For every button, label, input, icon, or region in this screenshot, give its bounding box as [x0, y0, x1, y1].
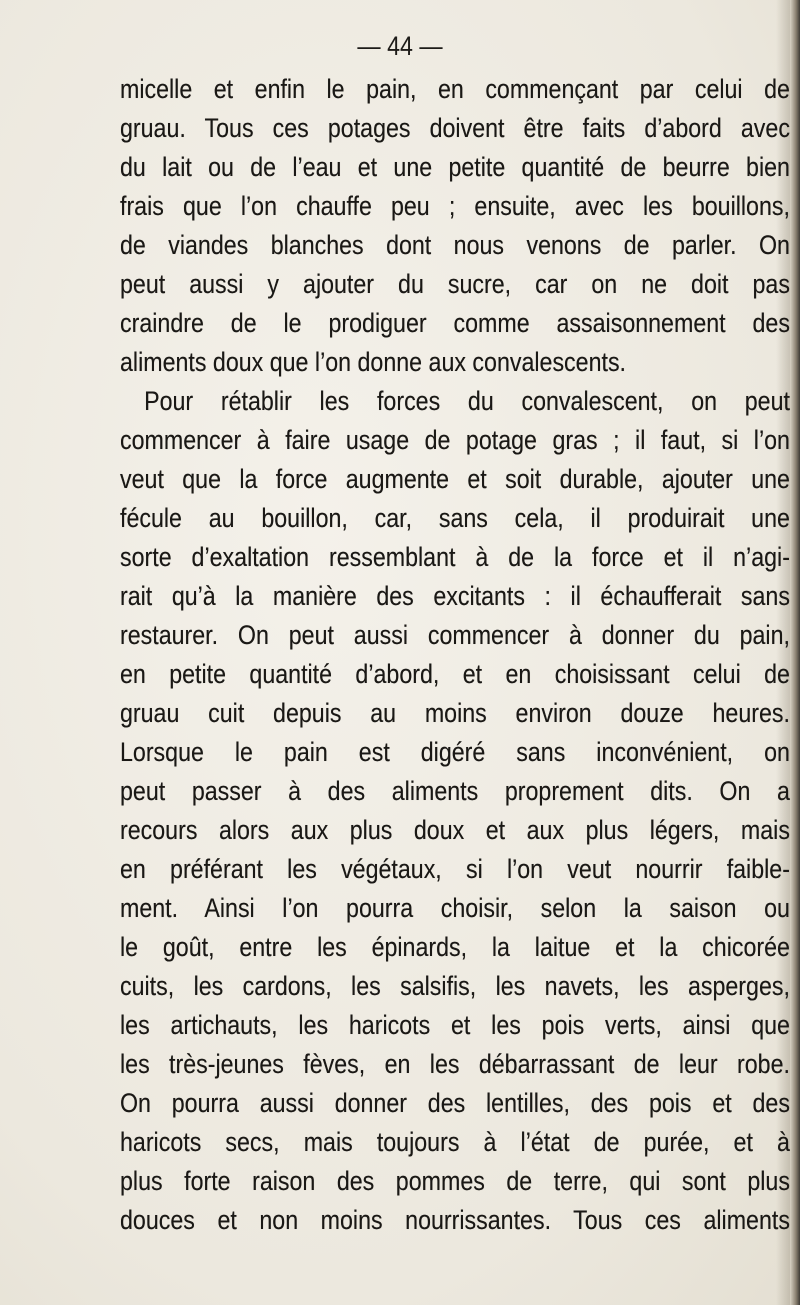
text-line: peut passer à des aliments proprement dits. On a [120, 776, 790, 806]
text-line: cuits, les cardons, les salsifis, les navets, les asperges, [120, 971, 790, 1001]
text-line: Pour rétablir les forces du convalescent, on peut [144, 386, 790, 416]
text-line: en petite quantité d’abord, et en choisissant celui de [120, 659, 790, 689]
text-line: sorte d’exaltation ressemblant à de la force et il n’agi- [120, 542, 790, 572]
text-line: rait qu’à la manière des excitants : il échaufferait sans [120, 581, 790, 611]
text-line: aliments doux que l’on donne aux convalescents. [120, 347, 627, 377]
body-text [120, 70, 790, 1240]
text-line: gruau cuit depuis au moins environ douze heures. [120, 698, 790, 728]
text-line: haricots secs, mais toujours à l’état de purée, et à [120, 1127, 790, 1157]
text-line: les artichauts, les haricots et les pois verts, ainsi que [120, 1010, 790, 1040]
text-line: fécule au bouillon, car, sans cela, il produirait une [120, 503, 790, 533]
text-line: commencer à faire usage de potage gras ; il faut, si l’on [120, 425, 790, 455]
text-line: gruau. Tous ces potages doivent être faits d’abord avec [120, 113, 790, 143]
text-line: douces et non moins nourrissantes. Tous ces aliments [120, 1205, 790, 1235]
text-line: du lait ou de l’eau et une petite quantité de beurre bien [120, 152, 790, 182]
text-line: veut que la force augmente et soit durable, ajouter une [120, 464, 790, 494]
text-line: micelle et enfin le pain, en commençant par celui de [120, 74, 790, 104]
text-line: peut aussi y ajouter du sucre, car on ne doit pas [120, 269, 790, 299]
text-line: frais que l’on chauffe peu ; ensuite, avec les bouillons, [120, 191, 790, 221]
text-line: craindre de le prodiguer comme assaisonnement des [120, 308, 790, 338]
text-line: restaurer. On peut aussi commencer à donner du pain, [120, 620, 790, 650]
page-edge-shadow [790, 0, 800, 1305]
text-line: le goût, entre les épinards, la laitue et la chicorée [120, 932, 790, 962]
text-line: plus forte raison des pommes de terre, qui sont plus [120, 1166, 790, 1196]
text-line: ment. Ainsi l’on pourra choisir, selon la saison ou [120, 893, 790, 923]
page-number: — 44 — [357, 31, 443, 61]
text-line: de viandes blanches dont nous venons de parler. On [120, 230, 790, 260]
text-line: recours alors aux plus doux et aux plus légers, mais [120, 815, 790, 845]
text-line: en préférant les végétaux, si l’on veut nourrir faible- [120, 854, 790, 884]
text-line: les très-jeunes fèves, en les débarrassant de leur robe. [120, 1049, 790, 1079]
text-line: On pourra aussi donner des lentilles, des pois et des [120, 1088, 790, 1118]
text-line: Lorsque le pain est digéré sans inconvénient, on [120, 737, 790, 767]
